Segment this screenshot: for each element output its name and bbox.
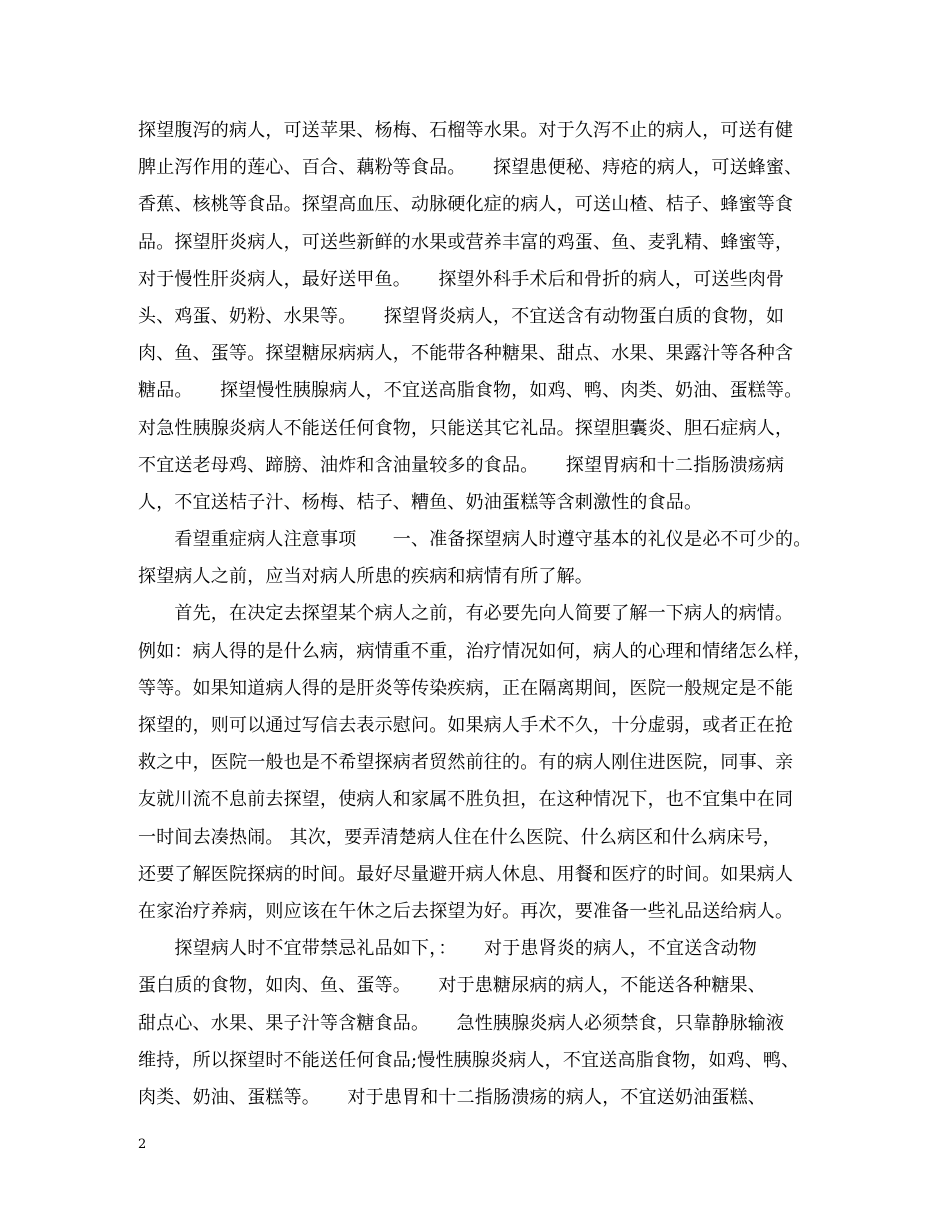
text-line: 探望的，则可以通过写信去表示慰问。如果病人手术不久，十分虚弱，或者正在抢: [138, 715, 794, 736]
text-line: 维持，所以探望时不能送任何食品;慢性胰腺炎病人，不宜送高脂食物，如鸡、鸭、: [138, 1049, 800, 1071]
text-line: 救之中，医院一般也是不希望探病者贸然前往的。有的病人刚住进医院，同事、亲: [138, 752, 794, 774]
text-line: 肉、鱼、蛋等。探望糖尿病病人，不能带各种糖果、甜点、水果、果露汁等各种含: [138, 343, 794, 365]
text-line: 一时间去凑热闹。 其次，要弄清楚病人住在什么医院、什么病区和什么病床号，: [138, 826, 781, 848]
text-line: 看望重症病人注意事项 一、准备探望病人时遵守基本的礼仪是必不可少的。: [138, 529, 812, 551]
text-line: 品。探望肝炎病人，可送些新鲜的水果或营养丰富的鸡蛋、鱼、麦乳精、蜂蜜等，: [138, 231, 794, 253]
text-line: 等等。如果知道病人得的是肝炎等传染疾病，正在隔离期间，医院一般规定是不能: [138, 677, 794, 699]
text-line: 在家治疗养病，则应该在午休之后去探望为好。再次，要准备一些礼品送给病人。: [138, 900, 794, 922]
text-line: 糖品。 探望慢性胰腺病人，不宜送高脂食物，如鸡、鸭、肉类、奶油、蛋糕等。: [138, 380, 803, 402]
text-line: 友就川流不息前去探望，使病人和家属不胜负担，在这种情况下，也不宜集中在同: [138, 789, 794, 811]
text-line: 脾止泻作用的莲心、百合、藕粉等食品。 探望患便秘、痔疮的病人，可送蜂蜜、: [138, 157, 803, 179]
text-line: 还要了解医院探病的时间。最好尽量避开病人休息、用餐和医疗的时间。如果病人: [138, 863, 794, 885]
text-line: 首先，在决定去探望某个病人之前，有必要先向人简要了解一下病人的病情。: [138, 603, 794, 625]
text-line: 肉类、奶油、蛋糕等。 对于患胃和十二指肠溃疡的病人，不宜送奶油蛋糕、: [138, 1086, 766, 1108]
text-line: 探望病人时不宜带禁忌礼品如下，： 对于患肾炎的病人，不宜送含动物: [138, 938, 757, 960]
text-line: 蛋白质的食物，如肉、鱼、蛋等。 对于患糖尿病的病人，不能送各种糖果、: [138, 975, 766, 997]
text-line: 对于慢性肝炎病人，最好送甲鱼。 探望外科手术后和骨折的病人，可送些肉骨: [138, 268, 785, 290]
text-line: 香蕉、核桃等食品。探望高血压、动脉硬化症的病人，可送山楂、桔子、蜂蜜等食: [138, 194, 794, 216]
text-line: 对急性胰腺炎病人不能送任何食物，只能送其它礼品。探望胆囊炎、胆石症病人，: [138, 417, 794, 439]
body-text: [138, 112, 818, 1116]
text-line: 甜点心、水果、果子汁等含糖食品。 急性胰腺炎病人必须禁食，只靠静脉输液: [138, 1012, 785, 1034]
text-line: 不宜送老母鸡、蹄膀、油炸和含油量较多的食品。 探望胃病和十二指肠溃疡病: [138, 454, 785, 476]
text-line: 探望腹泻的病人，可送苹果、杨梅、石榴等水果。对于久泻不止的病人，可送有健: [138, 120, 794, 141]
text-line: 头、鸡蛋、奶粉、水果等。 探望肾炎病人，不宜送含有动物蛋白质的食物，如: [138, 305, 785, 327]
text-line: 探望病人之前，应当对病人所患的疾病和病情有所了解。: [138, 566, 593, 588]
text-line: 例如：病人得的是什么病，病情重不重，治疗情况如何，病人的心理和情绪怎么样，: [138, 640, 812, 662]
page-number: 2: [138, 1137, 147, 1152]
text-line: 人，不宜送桔子汁、杨梅、桔子、糟鱼、奶油蛋糕等含刺激性的食品。: [138, 491, 703, 513]
